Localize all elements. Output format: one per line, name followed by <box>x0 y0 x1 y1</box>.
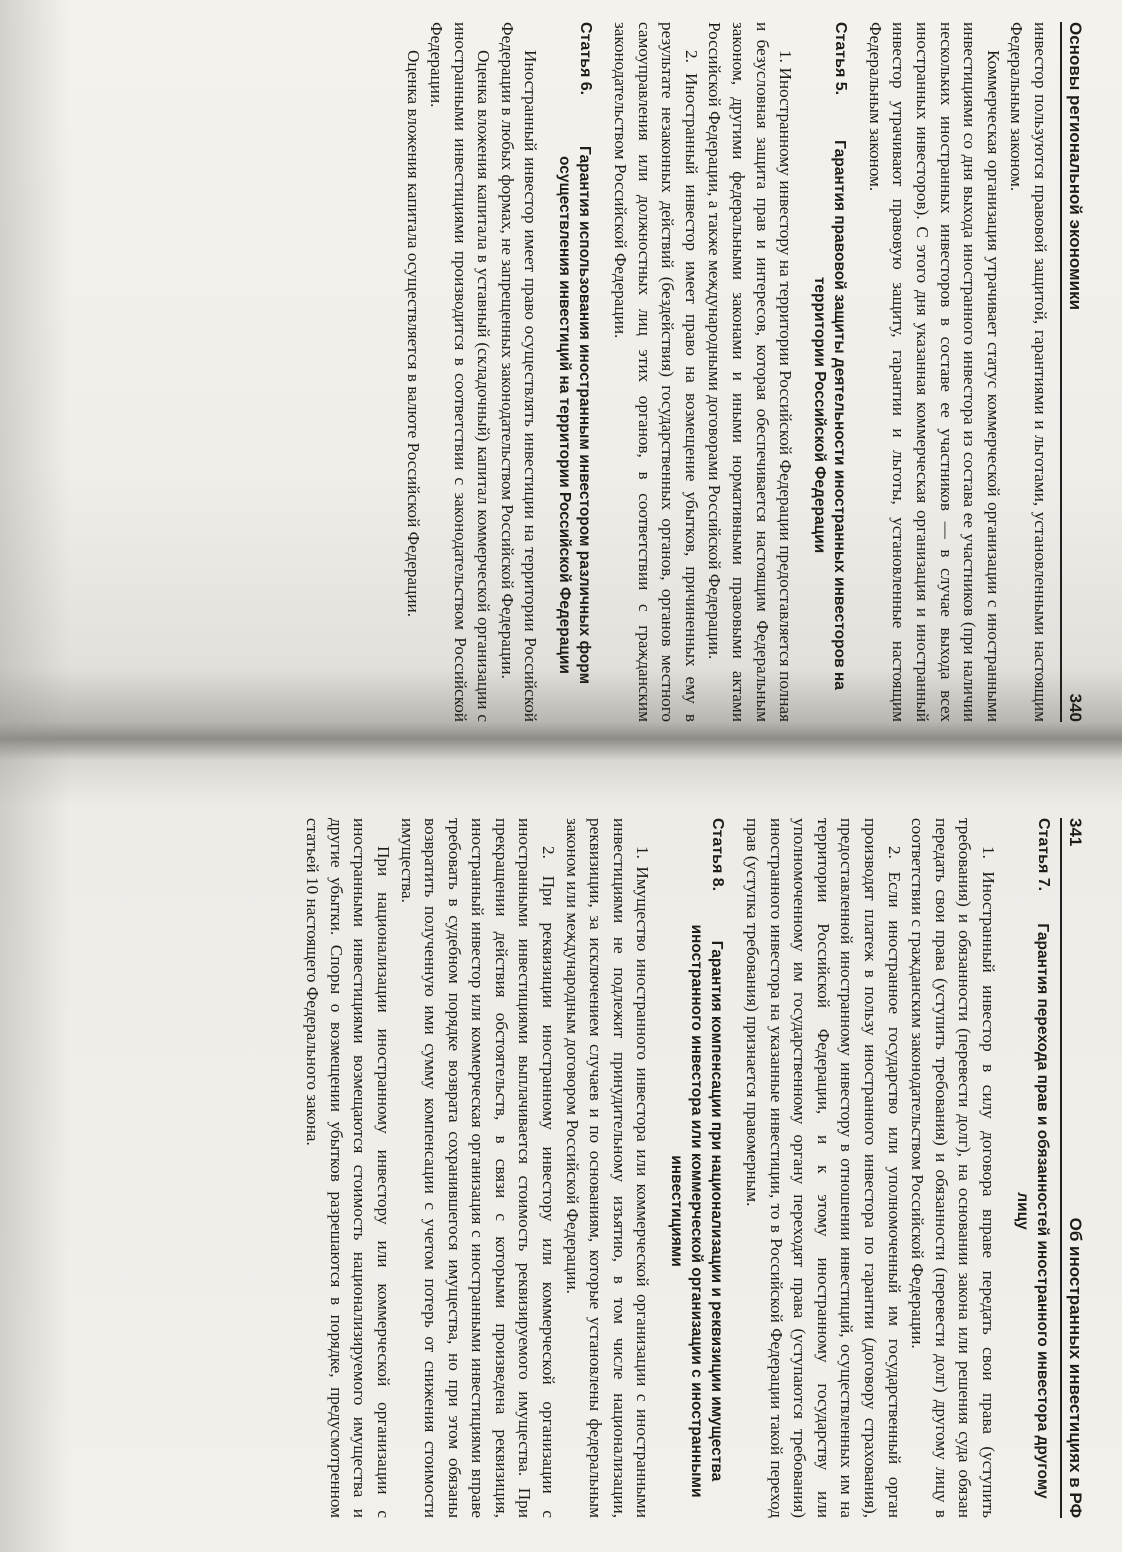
page-number: 341 <box>1066 818 1085 847</box>
paragraph: 2. Если иностранное государство или уполномоченный им государственный орган производят платеж в пользу иностранного инвестора по гарантии (договору страхования), предоставленной иностранному инвестору в отношении инвестиций, осуществленных им на территории Российской Федерации, и к этому иностранному государству или уполномоченному им государственному органу переходят права (уступаются требования) иностранного инвестора на указанные инвестиции, то в Российской Федерации такой переход прав (уступка требования) признается правомерным. <box>743 818 904 1518</box>
article-number: Статья 6. <box>577 22 595 96</box>
paragraph: 1. Имущество иностранного инвестора или коммерческой организации с иностранными инвестициями не подлежит принудительному изъятию, в том числе национализации, реквизиции, за исключением случаев и по основаниям, которые установлены федеральным законом или международным договором Российской Федерации. <box>562 818 653 1518</box>
article-title: Гарантия правовой защиты деятельности иностранных инвесторов на территории Российской Федерации <box>811 140 849 690</box>
paragraph: Оценка вложения капитала в уставный (складочный) капитал коммерческой организации с иностранными инвестициями производится в соответствии с законодательством Российской Федерации. <box>427 22 494 722</box>
article-number: Статья 7. <box>1035 818 1052 892</box>
running-header <box>1060 818 1085 1518</box>
page-340 <box>75 22 1085 722</box>
article-heading <box>666 818 726 1518</box>
article-body <box>740 818 1000 1518</box>
page-edge-shadow <box>0 0 70 1552</box>
paragraph: 2. При реквизиции иностранному инвестору или коммерческой организации с иностранными инвестициями выплачивается стоимость реквизируемого имущества. При прекращении действия обстоятельств, в связи с которыми произведена реквизиция, иностранный инвестор или коммерческая организация с иностранными инвестициями вправе требовать в судебном порядке возврата сохранившегося имущества, но при этом обязаны возвратить полученную ими сумму компенсации с учетом потерь от снижения стоимости имущества. <box>397 818 559 1518</box>
article-number: Статья 5. <box>832 22 850 96</box>
running-header <box>1060 22 1085 722</box>
running-title: Основы региональной экономики <box>1066 22 1085 311</box>
page-number: 340 <box>1066 693 1085 722</box>
article-title: Гарантия использования иностранным инвестором различных форм осуществления инвестиций на территории Российской Федерации <box>556 145 594 685</box>
article-heading <box>1012 818 1052 1518</box>
paragraph: Коммерческая организация утрачивает статус коммерческой организации с иностранными инвестициями со дня выхода иностранного инвестора из состава ее участников (при наличии нескольких иностранных инвесторов в составе ее участников — в случае выхода всех иностранных инвесторов). С этого дня указанная коммерческая организация и иностранный инвестор утрачивают правовую защиту, гарантии и льготы, установленные настоящим Федеральным законом. <box>865 22 1003 722</box>
paragraph: При национализации иностранному инвестору или коммерческой организации с иностранными инвестициями возмещаются стоимость национализируемого имущества и другие убытки. Споры о возмещении убытков разрешаются в порядке, предусмотренном статьей 10 настоящего Федерального закона. <box>303 818 393 1518</box>
article-body <box>609 22 798 722</box>
paragraph: 1. Иностранный инвестор в силу договора вправе передать свои права (уступить требования) и обязанности (перевести долг), на основании закона или решения суда обязан передать свои права (уступить требования) и обязанности (перевести долг) другому лицу в соответствии с гражданским законодательством Российской Федерации. <box>908 818 998 1518</box>
page-341 <box>75 818 1085 1518</box>
paragraph: 1. Иностранному инвестору на территории Российской Федерации предоставляется полная и безусловная защита прав и интересов, которая обеспечивается настоящим Федеральным законом, другими федеральными законами и иными нормативными правовыми актами Российской Федерации, а также международными договорами Российской Федерации. <box>705 22 796 722</box>
paragraph: Оценка вложения капитала осуществляется в валюте Российской Федерации. <box>403 50 423 618</box>
paragraph: Иностранный инвестор имеет право осуществлять инвестиции на территории Российской Федерации в любых формах, не запрещенных законодательством Российской Федерации. <box>497 22 541 722</box>
article-title: Гарантия компенсации при национализации и реквизиции имущества иностранного инвестора или коммерческой организации с иностранными инвестициями <box>668 924 726 1498</box>
article-body <box>301 818 655 1518</box>
article-heading <box>555 22 595 722</box>
article-title: Гарантия перехода прав и обязанностей иностранного инвестора другому лицу <box>1014 923 1051 1499</box>
paragraph: инвестор пользуются правовой защитой, гарантиями и льготами, установленными настоящим Федеральным законом. <box>1007 22 1050 722</box>
paragraph: 2. Иностранный инвестор имеет право на возмещение убытков, причиненных ему в результате незаконных действий (бездействия) государственных органов, органов местного самоуправления или должностных лиц этих органов, в соответствии с гражданским законодательством Российской Федерации. <box>611 22 701 722</box>
intro-text <box>863 22 1052 722</box>
article-number: Статья 8. <box>709 818 727 892</box>
article-heading <box>809 22 849 722</box>
running-title: Об иностранных инвестициях в РФ <box>1066 1217 1085 1518</box>
article-body <box>401 22 543 722</box>
